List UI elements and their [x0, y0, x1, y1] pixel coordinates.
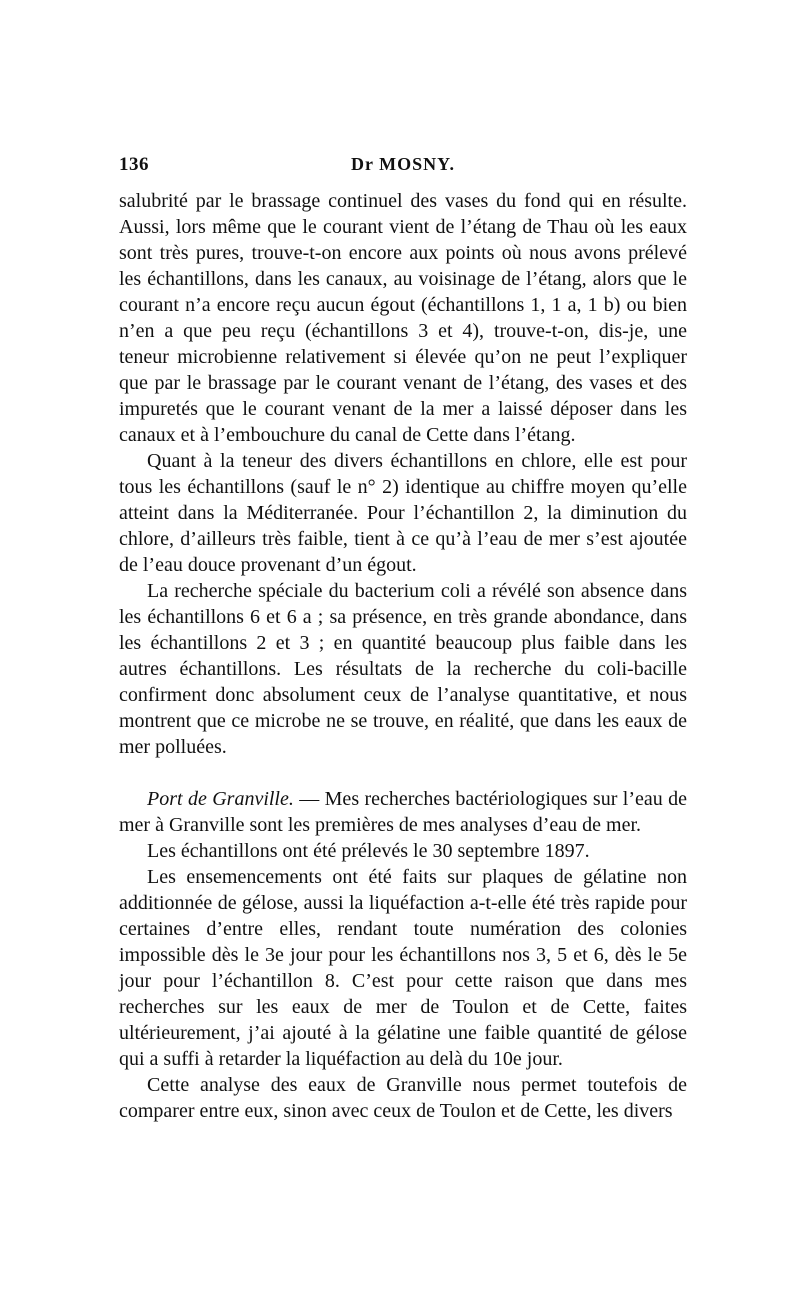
- paragraph-plating: Les ensemencements ont été faits sur plaques de gélatine non additionnée de gélose, aussi la liquéfaction a-t-elle été très rapide pour certaines d’entre elles, rendant toute numération des colonies impossible dès le 3e jour pour les échantillons nos 3, 5 et 6, dès le 5e jour pour l’échantillon 8. C’est pour cette raison que dans mes recherches sur les eaux de mer de Toulon et de Cette, faites ultérieurement, j’ai ajouté à la gélatine une faible quantité de gélose qui a suffi à retarder la liquéfaction au delà du 10e jour.: [119, 866, 687, 1070]
- body-text: [119, 188, 687, 1124]
- paragraph-coli: La recherche spéciale du bacterium coli a révélé son absence dans les échantillons 6 et 6 a ; sa présence, en très grande abondance, dans les échantillons 2 et 3 ; en quantité beaucoup plus faible dans les autres échantillons. Les résultats de la recherche du coli-bacille confirment donc absolument ceux de l’analyse quantitative, et nous montrent que ce microbe ne se trouve, en réalité, que dans les eaux de mer polluées.: [119, 580, 687, 758]
- section-gap: [119, 760, 687, 786]
- running-head: Dr MOSNY.: [350, 154, 455, 174]
- section-title: Port de Granville.: [147, 788, 294, 810]
- paragraph-continued: salubrité par le brassage continuel des vases du fond qui en résulte. Aussi, lors même que le courant vient de l’étang de Thau où les eaux sont très pures, trouve-t-on encore aux points où nous avons prélevé les échantillons, dans les canaux, au voisinage de l’étang, alors que le courant n’a encore reçu aucun égout (échantillons 1, 1 a, 1 b) ou bien n’en a que peu reçu (échantillons 3 et 4), trouve-t-on, dis-je, une teneur microbienne relativement si élevée qu’on ne peut l’expliquer que par le brassage par le courant venant de l’étang, des vases et des impuretés que le courant venant de la mer a laissé déposer dans les canaux et à l’embouchure du canal de Cette dans l’étang.: [119, 190, 687, 446]
- paragraph-comparison: Cette analyse des eaux de Granville nous permet toutefois de comparer entre eux, sinon avec ceux de Toulon et de Cette, les divers: [119, 1074, 687, 1122]
- page-header: [119, 150, 687, 180]
- page-number: 136: [119, 154, 149, 175]
- section-granville: [119, 786, 687, 838]
- section-intro: — Mes recherches bactériologiques sur l’eau de mer à Granville sont les premières de mes analyses d’eau de mer.: [119, 788, 687, 836]
- paragraph-sampling-date: Les échantillons ont été prélevés le 30 septembre 1897.: [147, 840, 590, 862]
- paragraph-chlorine: Quant à la teneur des divers échantillons en chlore, elle est pour tous les échantillons (sauf le n° 2) identique au chiffre moyen qu’elle atteint dans la Méditerranée. Pour l’échantillon 2, la diminution du chlore, d’ailleurs très faible, tient à ce qu’à l’eau de mer s’est ajoutée de l’eau douce provenant d’un égout.: [119, 450, 687, 576]
